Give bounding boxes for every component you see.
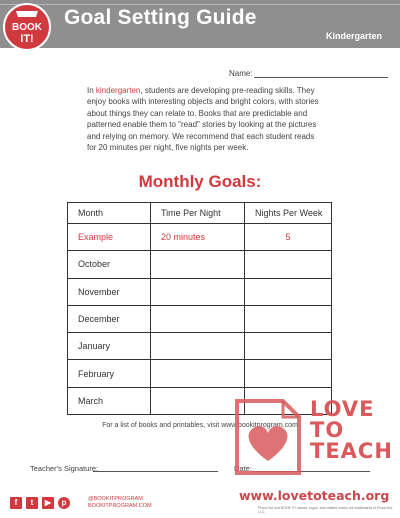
page-title: Goal Setting Guide: [64, 6, 257, 29]
nights-input-cell[interactable]: [245, 305, 332, 332]
monthly-goals-table: [67, 202, 332, 415]
intro-body: , students are developing pre-reading skills. They enjoy books with interesting objects and bright colors, with stories about things they can relate to. Books that are predictable and patterned enable them to "read" stories by looking at the pictures and relying on memory. We recommend that each student reads for 20 minutes per night, five nights per week.: [87, 86, 319, 153]
column-header-time: Time Per Night: [151, 203, 245, 224]
teacher-signature-label: Teacher's Signature:: [30, 464, 99, 473]
header-stripe: [0, 4, 400, 5]
month-cell: December: [68, 305, 151, 332]
example-nights-cell: 5: [245, 224, 332, 251]
month-cell: January: [68, 333, 151, 360]
column-header-month: Month: [68, 203, 151, 224]
legal-notice: Pizza Hut and BOOK IT! names, logos, and related marks are trademarks of Pizza Hut, LLC.: [258, 506, 394, 514]
time-input-cell[interactable]: [151, 278, 245, 305]
table-row: [68, 360, 332, 387]
intro-paragraph: [87, 85, 323, 153]
logo-text-it: IT!: [20, 33, 34, 45]
month-cell: October: [68, 251, 151, 278]
youtube-icon[interactable]: ▶: [42, 497, 54, 509]
example-time-cell: 20 minutes: [151, 224, 245, 251]
table-row: [68, 333, 332, 360]
time-input-cell[interactable]: [151, 251, 245, 278]
month-cell: November: [68, 278, 151, 305]
teacher-signature-field[interactable]: [93, 471, 218, 472]
watermark-to: TO: [310, 418, 345, 442]
time-input-cell[interactable]: [151, 387, 245, 414]
table-row: [68, 251, 332, 278]
logo-text-book: BOOK: [12, 22, 42, 33]
example-month-cell: Example: [68, 224, 151, 251]
table-row: [68, 278, 332, 305]
nights-input-cell[interactable]: [245, 333, 332, 360]
date-label: Date:: [234, 464, 252, 473]
watermark-teach: TEACH: [310, 439, 393, 463]
resources-footnote: For a list of books and printables, visit www.bookitprogram.com: [102, 422, 298, 429]
social-handles: [88, 496, 152, 510]
name-label: Name:: [229, 69, 253, 78]
column-header-nights: Nights Per Week: [245, 203, 332, 224]
intro-prefix: In: [87, 86, 96, 95]
book-it-logo: [2, 2, 52, 52]
facebook-icon[interactable]: f: [10, 497, 22, 509]
time-input-cell[interactable]: [151, 360, 245, 387]
nights-input-cell[interactable]: [245, 251, 332, 278]
nights-input-cell[interactable]: [245, 360, 332, 387]
pinterest-icon[interactable]: p: [58, 497, 70, 509]
intro-grade-highlight: kindergarten: [95, 86, 141, 95]
grade-subtitle: Kindergarten: [325, 31, 382, 41]
website-handle: BOOKITPROGRAM.COM: [88, 503, 152, 509]
month-cell: March: [68, 387, 151, 414]
month-cell: February: [68, 360, 151, 387]
table-header-row: [68, 203, 332, 224]
watermark-url[interactable]: www.lovetoteach.org: [239, 488, 390, 503]
twitter-icon[interactable]: t: [26, 497, 38, 509]
table-row-example: [68, 224, 332, 251]
name-field[interactable]: [254, 77, 388, 78]
social-handle: @BOOKITPROGRAM: [88, 496, 143, 502]
watermark-love: LOVE: [310, 397, 375, 421]
time-input-cell[interactable]: [151, 333, 245, 360]
time-input-cell[interactable]: [151, 305, 245, 332]
table-row: [68, 305, 332, 332]
monthly-goals-title: Monthly Goals:: [138, 172, 262, 191]
nights-input-cell[interactable]: [245, 278, 332, 305]
